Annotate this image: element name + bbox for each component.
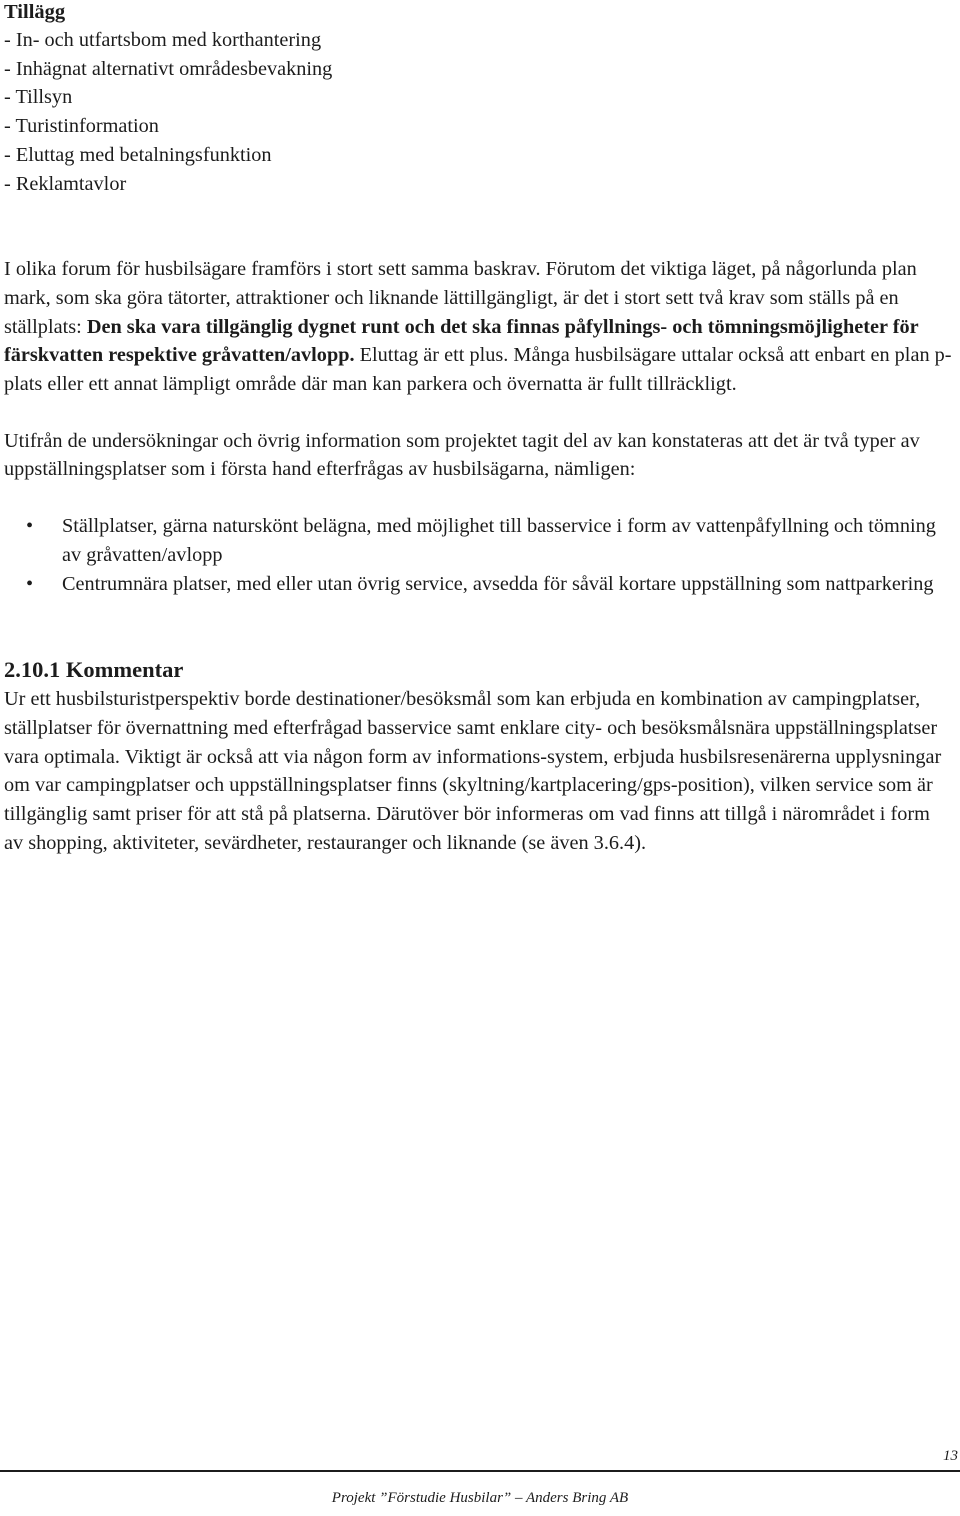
list-item: - In- och utfartsbom med korthantering [4, 29, 322, 51]
bullet-list [4, 512, 952, 598]
paragraph-requirements [4, 255, 952, 399]
bullet-item [4, 570, 952, 599]
footer-divider [0, 1470, 960, 1472]
paragraph-text: I olika forum för husbilsägare framförs i stort sett samma baskrav. Förutom det viktiga läget, på någorlunda plan mark, som ska göra tätorter, attraktioner och liknande lättillgängligt, är det i stort sett två krav som ställs på en ställplats: [4, 258, 917, 338]
bullet-icon: • [26, 515, 34, 538]
paragraph-text: Eluttag är ett plus. Många husbilsägare uttalar också att enbart en plan p-plats eller ett annat lämpligt område där man kan parkera och övernatta är fullt tillräckligt. [4, 344, 952, 396]
list-item: - Tillsyn [4, 86, 73, 109]
list-item: - Turistinformation [4, 115, 159, 138]
page-number: 13 [943, 1448, 958, 1464]
tillagg-list [4, 26, 952, 198]
bullet-text: Ställplatser, gärna naturskönt belägna, med möjlighet till basservice i form av vattenpåfyllning och tömning av gråvatten/avlopp [62, 515, 936, 566]
bullet-text: Centrumnära platser, med eller utan övrig service, avsedda för såväl kortare uppställning som nattparkering [62, 572, 934, 595]
list-item: - Eluttag med betalningsfunktion [4, 143, 272, 166]
bullet-icon: • [26, 572, 34, 595]
paragraph-emphasis: Den ska vara tillgänglig dygnet runt och det ska finnas påfyllnings- och tömningsmöjligheter för färskvatten respektive gråvatten/avlopp. [4, 315, 919, 367]
bullet-item [4, 512, 952, 569]
section-heading: 2.10.1 Kommentar [4, 657, 184, 683]
page-content [4, 0, 952, 857]
list-item: - Inhägnat alternativt områdesbevakning [4, 57, 333, 80]
list-item: - Reklamtavlor [4, 172, 127, 195]
paragraph-types: Utifrån de undersökningar och övrig information som projektet tagit del av kan konstateras att det är två typer av uppställningsplatser som i första hand efterfrågas av husbilsägarna, nämligen: [4, 429, 920, 481]
tillagg-heading: Tillägg [4, 1, 66, 23]
section-body: Ur ett husbilsturistperspektiv borde destinationer/besöksmål som kan erbjuda en kombination av campingplatser, ställplatser för övernattning med efterfrågad basservice samt enklare city- och besöksmålsnära uppställningsplatser vara optimala. Viktigt är också att via någon form av informations-system, erbjuda husbilsresenärerna upplysningar om var campingplatser och uppställningsplatser finns (skyltning/kartplacering/gps-position), vilken service som är tillgänglig samt priser för att stå på platserna. Därutöver bör informeras om vad finns att tillgå i närområdet i form av shopping, aktiviteter, sevärdheter, restauranger och liknande (se även 3.6.4). [4, 688, 942, 854]
footer-text: Projekt ”Förstudie Husbilar” – Anders Bring AB [331, 1490, 629, 1506]
